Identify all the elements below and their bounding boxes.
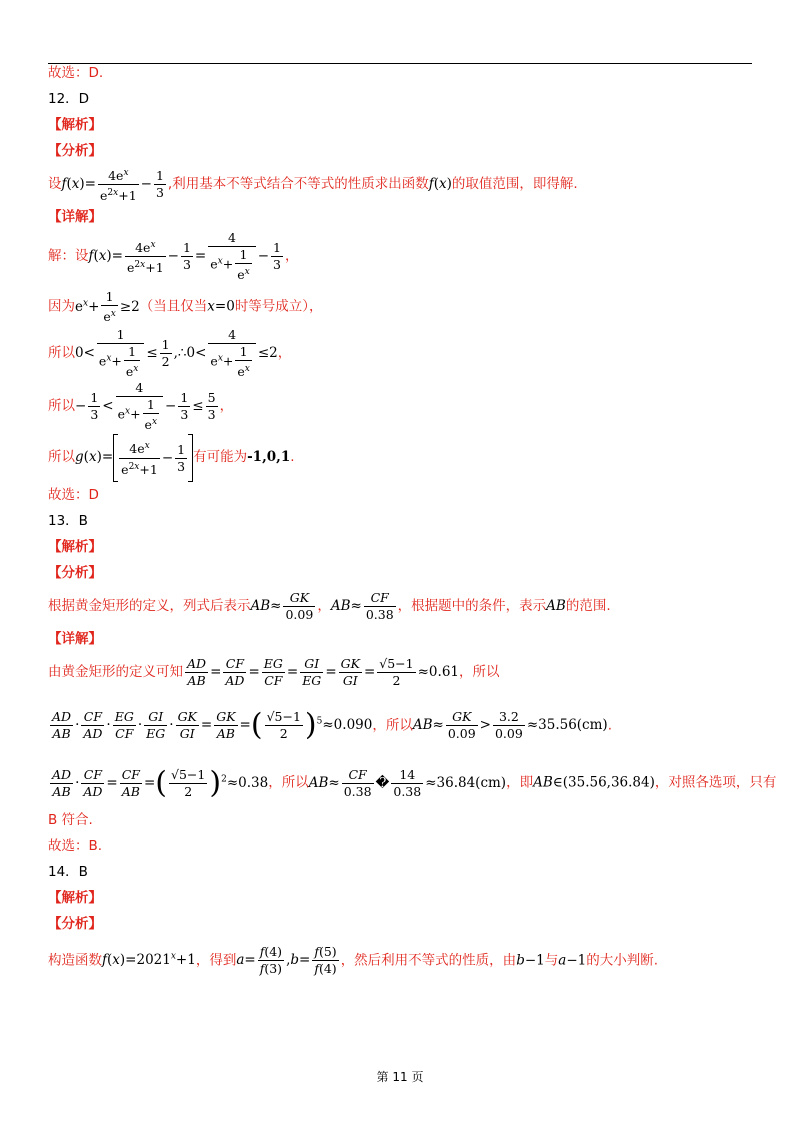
jiexi-heading-14: 【解析】 <box>48 889 102 906</box>
xiangjie-heading: 【详解】 <box>48 209 102 226</box>
q12-step-4: 所以− $\frac{1}{3}$ < 4 $e^x+$ $\frac{1}{e^x}$ − $\frac{1}{3}$ ≤ $\frac{5}{3}$ ， <box>48 379 234 433</box>
q14-fenxi-text: 构造函数$f(x)=2021^x+1$，得到a= $\frac{f(4)}{f(3)}$ ,b= $\frac{f(5)}{f(4)}$ ，然后利用不等式的性质，由b−1与a−1的大小判断. <box>48 944 659 977</box>
page-footer: 第 11 页 <box>376 1070 424 1084</box>
q13-step-4: B 符合. <box>48 811 93 828</box>
question-14-number: 14．B <box>48 863 88 880</box>
answer-line: 故选：D. <box>48 65 104 81</box>
question-13-number: 13．B <box>48 512 88 529</box>
xiangjie-heading-13: 【详解】 <box>48 630 102 647</box>
fenxi-heading-13: 【分析】 <box>48 564 102 581</box>
q13-step-3: $\frac{AD}{AB}$ · $\frac{CF}{AD}$ = $\frac{CF}{AB}$ =( $\frac{√5-1}{2}$ )$^2$≈0.38，所以AB≈ $\frac{CF}{0.38}$ � $\frac{14}{0.38}$ ≈36.84(cm)，即AB∈(35.56,36.84)，对照各选项，只有 <box>52 765 777 801</box>
q12-step-2: 因为$e^x+$ $\frac{1}{e^x}$ ≥2（当且仅当x=0时等号成立）， <box>48 289 323 325</box>
document-page <box>48 60 777 980</box>
question-12-number: 12．D <box>48 91 90 107</box>
q12-step-1: 解：设f(x)= $\frac{4e^x}{e^{2x}+1}$ − $\frac{1}{3}$ = 4 $e^x+$ $\frac{1}{e^x}$ − $\frac{1}{3}$ ， <box>48 230 299 283</box>
q12-answer: 故选：D <box>48 486 99 503</box>
fenxi-heading: 【分析】 <box>48 143 102 159</box>
fenxi-heading-14: 【分析】 <box>48 915 102 932</box>
q12-step-3: 所以0< 1 $e^x+$ $\frac{1}{e^x}$ ≤ $\frac{1}{2}$ ,∴0< 4 $e^x+$ $\frac{1}{e^x}$ ≤2， <box>48 326 292 379</box>
q13-fenxi-text: 根据黄金矩形的定义，列式后表示AB≈ $\frac{GK}{0.09}$ ，AB≈ $\frac{CF}{0.38}$ ，根据题中的条件，表示AB的范围. <box>48 589 611 622</box>
q13-step-1: 由黄金矩形的定义可知 $\frac{AD}{AB}$ = $\frac{CF}{AD}$ = $\frac{EG}{CF}$ = $\frac{GI}{EG}$ = $\frac{GK}{GI}$ = $\frac{√5-1}{2}$ ≈0.61，所以 <box>48 655 500 688</box>
q13-step-2: $\frac{AD}{AB}$ · $\frac{CF}{AD}$ · $\frac{EG}{CF}$ · $\frac{GI}{EG}$ · $\frac{GK}{GI}$ = $\frac{GK}{AB}$ =( $\frac{√5-1}{2}$ )$^5$≈0.090，所以AB≈ $\frac{GK}{0.09}$ > $\frac{3.2}{0.09}$ ≈35.56(cm). <box>52 707 612 743</box>
jiexi-heading: 【解析】 <box>48 117 102 133</box>
jiexi-heading-13: 【解析】 <box>48 538 102 555</box>
q12-fenxi-text: 设f(x)= $\frac{4e^x}{e^{2x}+1}$ − $\frac{1}{3}$ ,利用基本不等式结合不等式的性质求出函数f(x)的取值范围，即得解. <box>48 164 752 204</box>
q13-answer: 故选：B. <box>48 837 103 854</box>
q12-step-5: 所以g(x)= $\frac{4e^x}{e^{2x}+1}$ − $\frac{1}{3}$ 有可能为-1,0,1. <box>48 433 752 482</box>
